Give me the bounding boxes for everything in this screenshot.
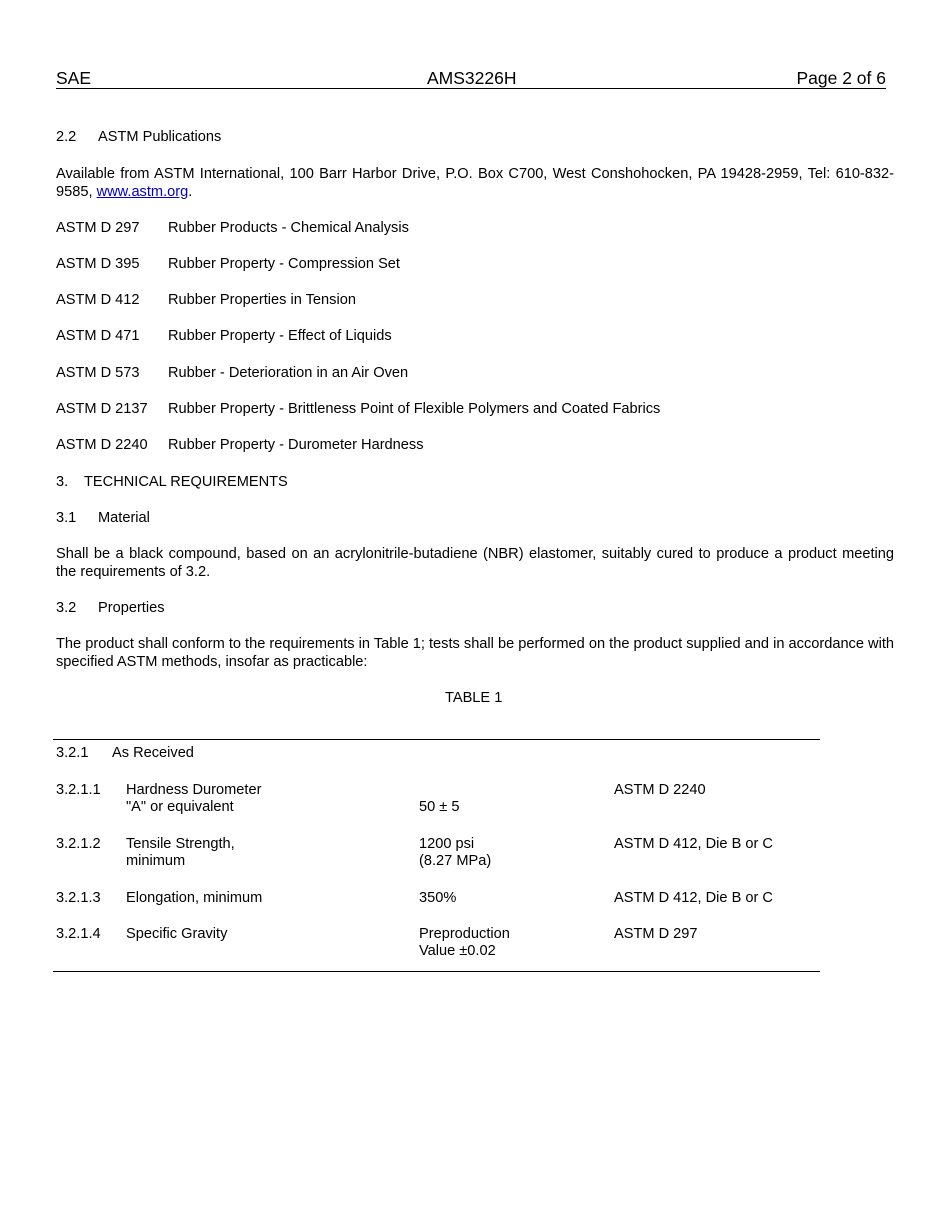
section-3-2-number: 3.2 [56, 600, 77, 616]
section-3-1-title: Material [98, 510, 150, 526]
header-doc-number: AMS3226H [427, 68, 517, 88]
table-row-value-cont: Value ±0.02 [419, 943, 496, 959]
ref-title: Rubber Property - Durometer Hardness [168, 437, 424, 453]
table-row-method: ASTM D 412, Die B or C [614, 890, 773, 906]
ref-title: Rubber - Deterioration in an Air Oven [168, 365, 409, 381]
ref-code: ASTM D 2137 [56, 401, 148, 417]
table-caption: TABLE 1 [445, 690, 503, 706]
astm-link-period: . [188, 183, 193, 200]
page-header [56, 68, 886, 89]
properties-paragraph: The product shall conform to the requirements in Table 1; tests shall be performed on the product supplied and in accordance with specified ASTM methods, insofar as practicable: [56, 636, 894, 670]
ref-code: ASTM D 297 [56, 220, 140, 236]
section-2-2-number: 2.2 [56, 129, 77, 145]
ref-title: Rubber Property - Effect of Liquids [168, 328, 392, 344]
ref-title: Rubber Properties in Tension [168, 292, 356, 308]
table-row-value-cont: (8.27 MPa) [419, 853, 492, 869]
table-row-number: 3.2.1.4 [56, 926, 101, 942]
table-row-number: 3.2.1.1 [56, 782, 101, 798]
astm-availability-paragraph [56, 166, 894, 201]
table-row-property-cont: "A" or equivalent [126, 799, 234, 815]
astm-availability-text: Available from ASTM International, 100 Barr Harbor Drive, P.O. Box C700, West Conshohocken, PA 19428-2959, Tel: 610-832-9585, [56, 166, 894, 200]
table-row-property: Hardness Durometer [126, 782, 262, 798]
table-row-property: Specific Gravity [126, 926, 228, 942]
section-3-title: TECHNICAL REQUIREMENTS [84, 474, 288, 490]
ref-code: ASTM D 395 [56, 256, 140, 272]
table-row-property-cont: minimum [126, 853, 186, 869]
material-paragraph: Shall be a black compound, based on an acrylonitrile-butadiene (NBR) elastomer, suitably cured to produce a product meeting the requirements of 3.2. [56, 546, 894, 580]
ref-title: Rubber Property - Brittleness Point of Flexible Polymers and Coated Fabrics [168, 401, 661, 417]
astm-website-link[interactable]: www.astm.org [96, 183, 189, 200]
table-row-number: 3.2.1.3 [56, 890, 101, 906]
table-row-value: Preproduction [419, 926, 510, 942]
section-3-1-number: 3.1 [56, 510, 77, 526]
section-3-2-title: Properties [98, 600, 165, 616]
section-3-number: 3. [56, 474, 69, 490]
table-row-value: 1200 psi [419, 836, 475, 852]
ref-title: Rubber Property - Compression Set [168, 256, 400, 272]
ref-code: ASTM D 471 [56, 328, 140, 344]
table-top-rule [53, 739, 820, 740]
ref-code: ASTM D 412 [56, 292, 140, 308]
table-row-property: Tensile Strength, [126, 836, 235, 852]
table-section-number: 3.2.1 [56, 745, 89, 761]
table-row-value-cont: 50 ± 5 [419, 799, 460, 815]
table-bottom-rule [53, 971, 820, 972]
section-2-2-title: ASTM Publications [98, 129, 222, 145]
header-page-number: Page 2 of 6 [796, 68, 886, 88]
table-row-number: 3.2.1.2 [56, 836, 101, 852]
table-row-value: 350% [419, 890, 457, 906]
table-section-title: As Received [112, 745, 194, 761]
table-row-method: ASTM D 412, Die B or C [614, 836, 773, 852]
ref-title: Rubber Products - Chemical Analysis [168, 220, 409, 236]
ref-code: ASTM D 573 [56, 365, 140, 381]
table-row-property: Elongation, minimum [126, 890, 263, 906]
header-org: SAE [56, 68, 92, 88]
ref-code: ASTM D 2240 [56, 437, 148, 453]
table-row-method: ASTM D 297 [614, 926, 698, 942]
table-row-method: ASTM D 2240 [614, 782, 706, 798]
